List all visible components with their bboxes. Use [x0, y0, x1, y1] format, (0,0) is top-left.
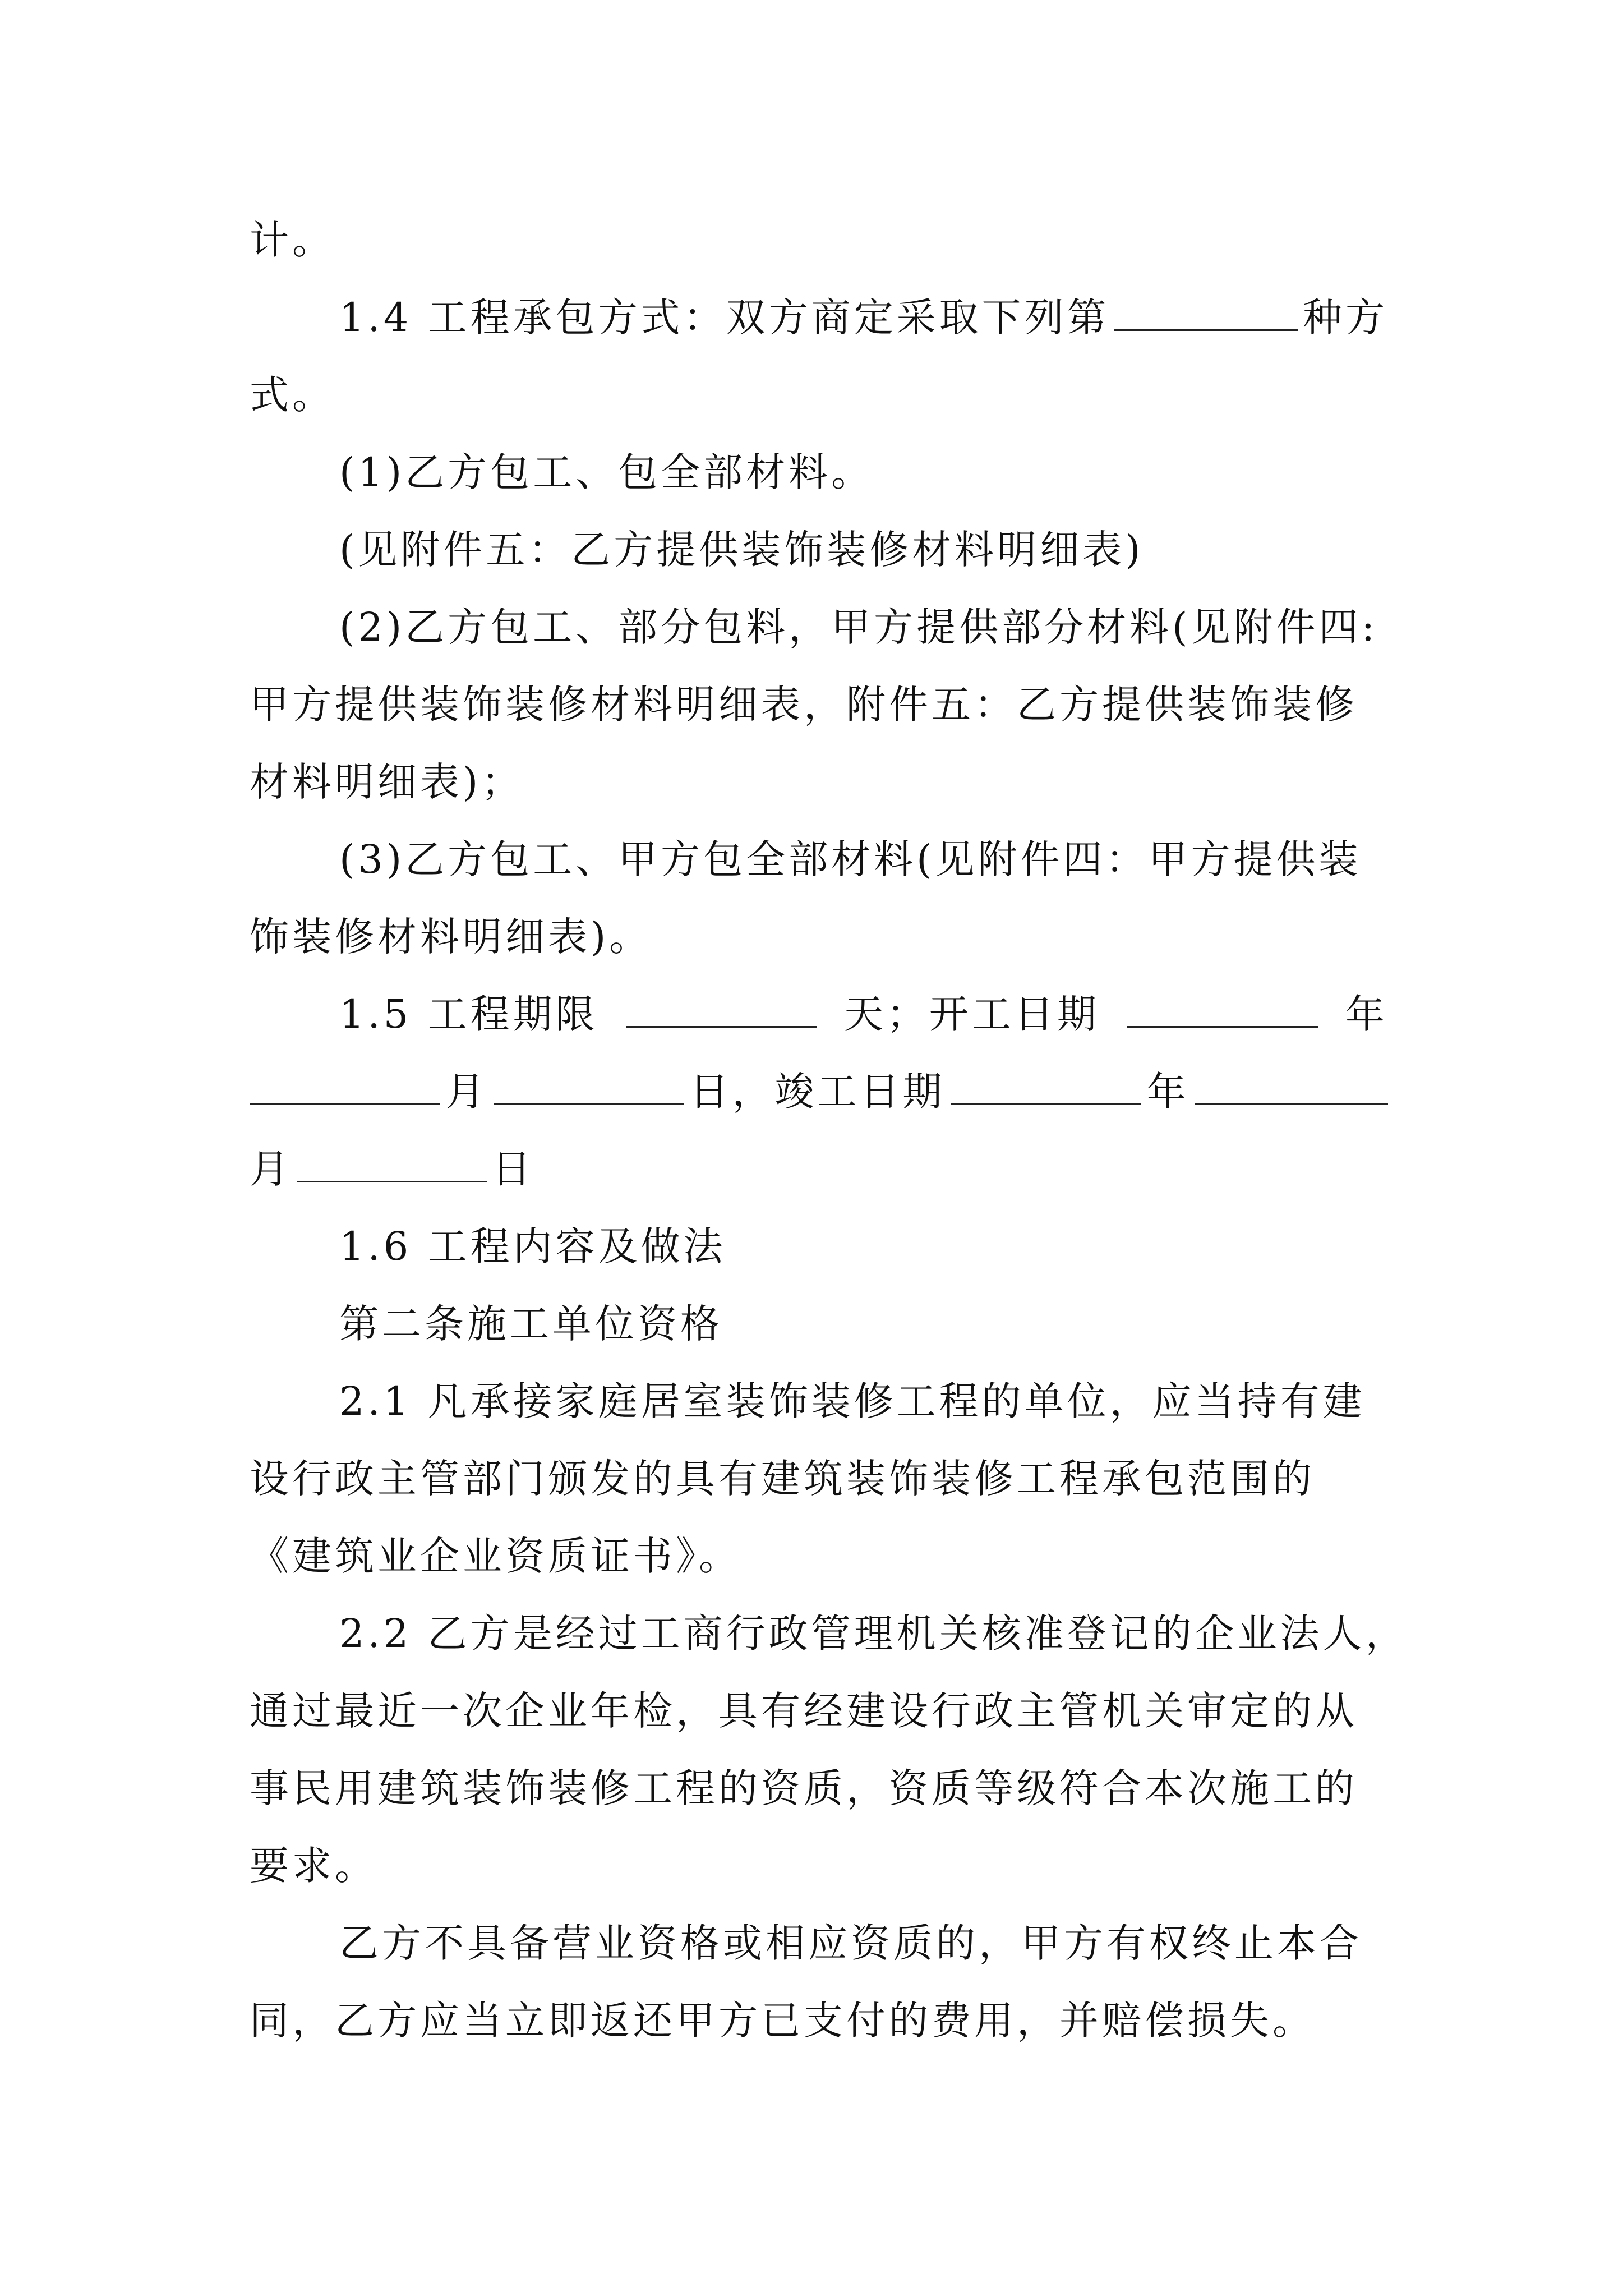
fill-in-blank: [494, 1070, 684, 1105]
clause-text: 通过最近一次企业年检，具有经建设行政主管机关审定的从: [250, 1688, 1358, 1734]
clause-text: 年: [1345, 991, 1388, 1037]
clause-text: 乙方不具备营业资格或相应资质的，甲方有权终止本合: [339, 1920, 1362, 1966]
clause-text: 种方: [1303, 295, 1388, 341]
fill-in-blank: [1114, 296, 1298, 331]
text-line: (见附件五：乙方提供装饰装修材料明细表): [339, 527, 1144, 573]
clause-text: 甲方提供装饰装修材料明细表，附件五：乙方提供装饰装修: [250, 682, 1358, 728]
fill-in-blank: [297, 1147, 487, 1182]
text-line: 材料明细表)；: [250, 759, 524, 805]
clause-text: 2.2 乙方是经过工商行政管理机关核准登记的企业法人，: [339, 1611, 1408, 1657]
paragraph: [339, 1915, 1388, 1971]
clause-1-4: [339, 289, 1388, 346]
fill-in-blank: [250, 1070, 440, 1105]
date-line: [250, 1141, 1388, 1197]
option-3: [339, 831, 1388, 887]
text-line: 《建筑业企业资质证书》。: [250, 1533, 741, 1579]
clause-1-6: 1.6 工程内容及做法: [339, 1223, 726, 1269]
clause-text: 日: [492, 1146, 534, 1192]
clause-text: 2.1 凡承接家庭居室装饰装修工程的单位，应当持有建: [339, 1378, 1366, 1424]
text-line: [250, 1451, 1388, 1507]
fill-in-blank: [626, 992, 817, 1028]
clause-text: (3)乙方包工、甲方包全部材料(见附件四：甲方提供装: [339, 836, 1362, 882]
clause-text: (2)乙方包工、部分包料，甲方提供部分材料(见附件四:: [339, 604, 1378, 650]
date-line: [250, 1064, 1388, 1120]
clause-2-1: [339, 1373, 1388, 1429]
clause-text: 年: [1146, 1069, 1189, 1115]
text-line: [250, 677, 1388, 733]
text-line: 计。: [250, 217, 335, 263]
text-line: 同，乙方应当立即返还甲方已支付的费用，并赔偿损失。: [250, 1998, 1315, 2044]
clause-text: 月: [445, 1069, 488, 1115]
clause-text: 事民用建筑装饰装修工程的资质，资质等级符合本次施工的: [250, 1765, 1358, 1811]
option-2: [339, 599, 1388, 655]
clause-text: 日，竣工日期: [689, 1069, 946, 1115]
clause-text: 1.4 工程承包方式：双方商定采取下列第: [339, 295, 1110, 341]
clause-text: 1.5 工程期限: [339, 991, 598, 1037]
clause-2-2: [339, 1605, 1408, 1662]
text-line: [250, 1760, 1388, 1816]
fill-in-blank: [1127, 992, 1318, 1028]
fill-in-blank: [951, 1070, 1141, 1105]
clause-text: 月: [250, 1146, 292, 1192]
clause-1-5: [339, 986, 1388, 1042]
fill-in-blank: [1195, 1070, 1388, 1105]
option-1: (1)乙方包工、包全部材料。: [339, 449, 874, 495]
clause-text: 天；开工日期: [843, 991, 1100, 1037]
text-line: [250, 1683, 1388, 1739]
article-heading: 第二条施工单位资格: [339, 1301, 723, 1347]
clause-text: 设行政主管部门颁发的具有建筑装饰装修工程承包范围的: [250, 1456, 1315, 1502]
text-line: 饰装修材料明细表)。: [250, 914, 652, 960]
text-line: 式。: [250, 372, 335, 418]
text-line: 要求。: [250, 1843, 377, 1889]
